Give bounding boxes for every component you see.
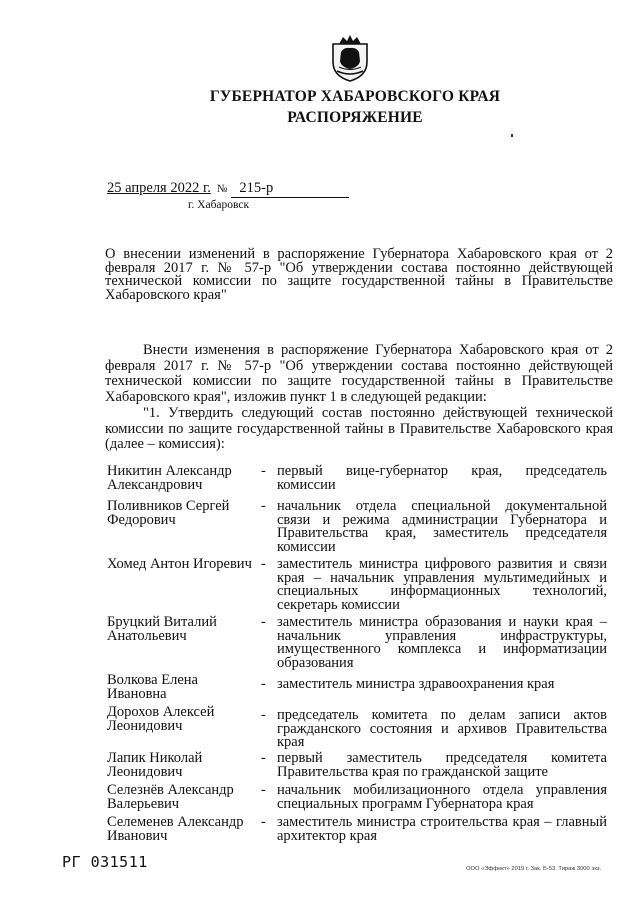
member-dash: -	[261, 614, 266, 630]
document-date: 25 апреля 2022 г.	[107, 180, 211, 196]
member-dash: -	[261, 814, 266, 830]
member-role: первый вице-губернатор края, председатель комиссии	[277, 463, 607, 493]
member-name: Лапик Николай Леонидович	[107, 750, 203, 780]
member-role: заместитель министра здравоохранения края	[277, 676, 555, 692]
member-dash: -	[261, 463, 266, 479]
member-name: Селеменев Александр Иванович	[107, 814, 244, 844]
form-serial-number: РГ 031511	[62, 853, 148, 871]
member-name: Бруцкий Виталий Анатольевич	[107, 614, 217, 644]
member-name: Селезнёв Александр Валерьевич	[107, 782, 234, 812]
member-role: председатель комитета по делам записи актов гражданского состояния и архивов Правительства края	[277, 707, 607, 750]
document-city: г. Хабаровск	[188, 199, 250, 211]
body-paragraph-1: Внести изменения в распоряжение Губернатора Хабаровского края от 2 февраля 2017 г. № 57-р "Об утверждении состава постоянно действующей технической комиссии по защите государственной тайны в Правительстве Хабаровского края", изложив пункт 1 в следующей редакции:	[105, 342, 613, 405]
governor-title: ГУБЕРНАТОР ХАБАРОВСКОГО КРАЯ	[209, 88, 501, 105]
member-role: первый заместитель председателя комитета Правительства края по гражданской защите	[277, 750, 607, 780]
scan-mark	[511, 134, 513, 137]
khabarovsk-coat-of-arms-icon	[329, 32, 371, 82]
date-number-line	[107, 180, 349, 198]
member-name: Хомед Антон Игоревич	[107, 556, 252, 572]
member-role: начальник мобилизационного отдела управления специальных программ Губернатора края	[277, 782, 607, 812]
member-role: заместитель министра образования и науки края – начальник управления инфраструктуры, имущественного комплекса и информатизации образования	[277, 614, 607, 671]
member-dash: -	[261, 750, 266, 766]
body-paragraph-2: "1. Утвердить следующий состав постоянно действующей технической комиссии по защите государственной тайны в Правительстве Хабаровского края (далее – комиссия):	[105, 405, 613, 452]
member-dash: -	[261, 556, 266, 572]
document-subject: О внесении изменений в распоряжение Губернатора Хабаровского края от 2 февраля 2017 г. № 57-р "Об утверждении состава постоянно действующей технической комиссии по защите государственной тайны в Правительстве Хабаровского края"	[105, 246, 613, 303]
member-name: Поливников Сергей Федорович	[107, 498, 230, 528]
member-name: Волкова Елена Ивановна	[107, 672, 198, 702]
print-note: ООО «Эффект» 2019 г. Зак. Б-53. Тираж 3000 экз.	[466, 866, 602, 872]
document-type-title: РАСПОРЯЖЕНИЕ	[287, 109, 423, 126]
member-role: заместитель министра цифрового развития и связи края – начальник управления мультимедийных и специальных информационных технологий, секретарь комиссии	[277, 556, 607, 613]
member-role: начальник отдела специальной документальной связи и режима администрации Губернатора и Правительства края, заместитель председателя комиссии	[277, 498, 607, 555]
member-dash: -	[261, 782, 266, 798]
document-number: 215-р	[239, 180, 274, 196]
member-name: Никитин Александр Александрович	[107, 463, 232, 493]
number-sign: №	[216, 183, 228, 195]
member-role: заместитель министра строительства края – главный архитектор края	[277, 814, 607, 844]
member-name: Дорохов Алексей Леонидович	[107, 704, 215, 734]
member-dash: -	[261, 707, 266, 723]
member-dash: -	[261, 498, 266, 514]
member-dash: -	[261, 676, 266, 692]
